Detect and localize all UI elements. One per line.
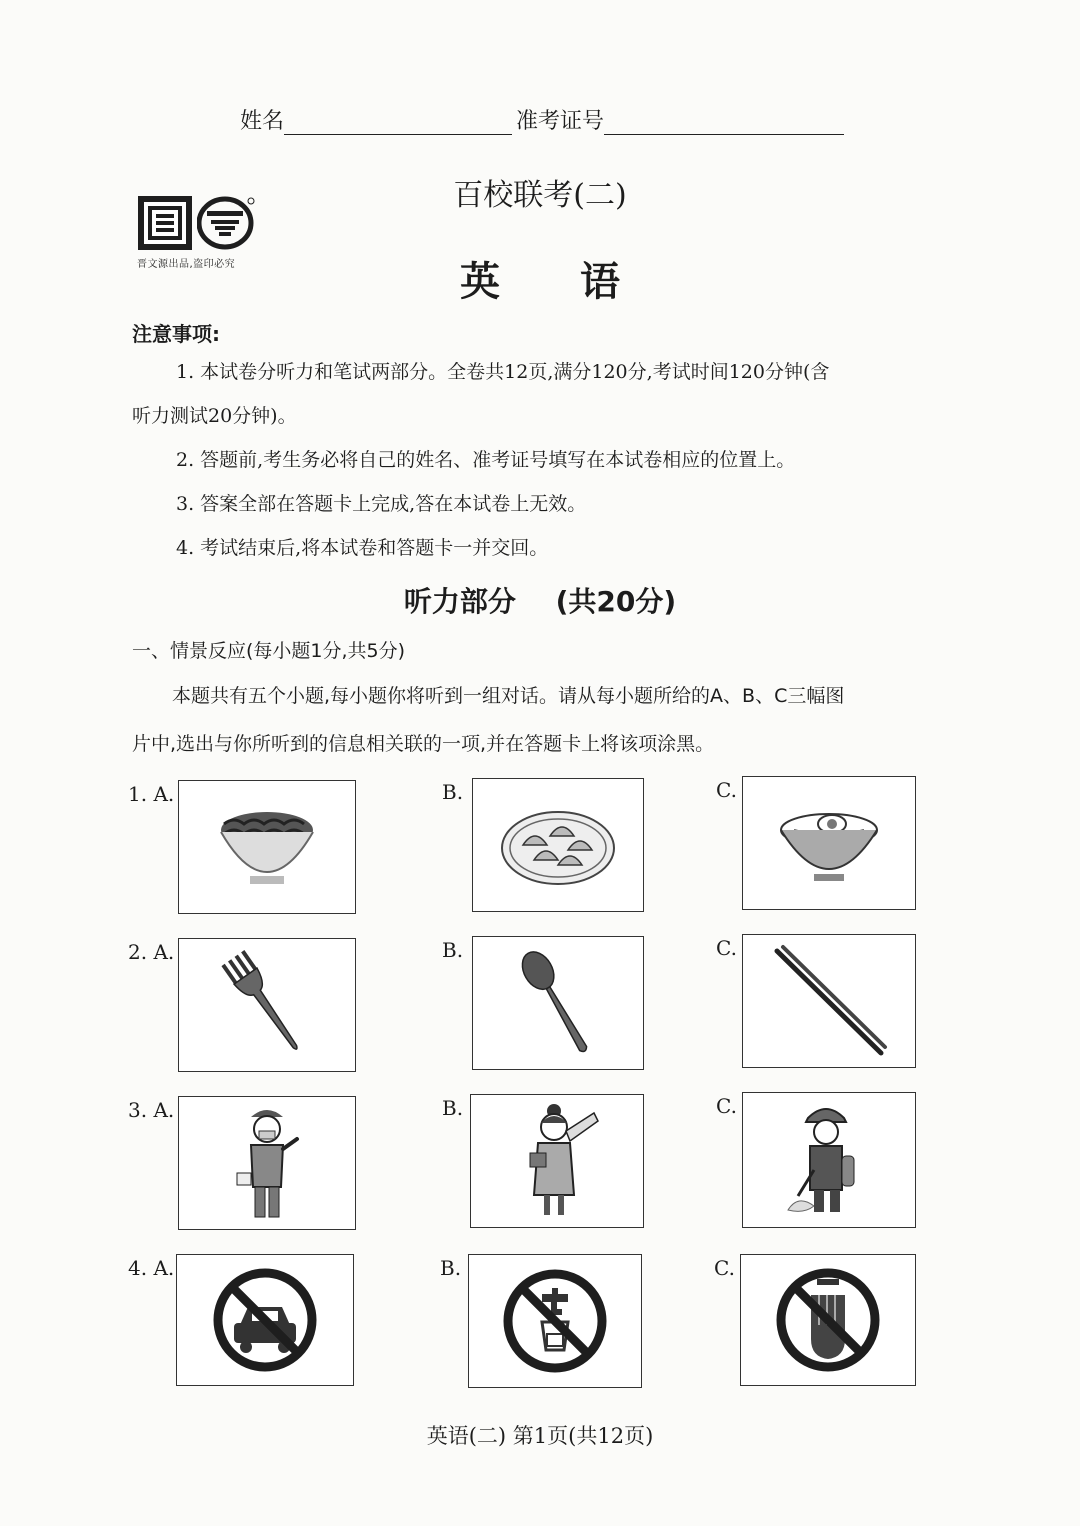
q4-a-label: 4. A. [128,1256,175,1280]
notice-list [132,350,952,570]
subject-title: 英语 [460,258,700,305]
exam-id-blank [604,110,844,135]
notice-item-3: 3. 答案全部在答题卡上完成,答在本试卷上无效。 [176,493,587,515]
q2-b-label: B. [442,938,464,962]
notice-item-1-cont: 听力测试20分钟)。 [132,405,297,427]
candidate-info-line [240,104,844,135]
page-footer: 英语(二) 第1页(共12页) [426,1424,654,1448]
q2-option-c[interactable] [742,934,916,1068]
fork-icon [212,945,322,1065]
firefighter-icon [784,1100,874,1220]
q1-c-label: C. [716,778,737,802]
part1-instructions [132,672,962,768]
q4-c-label: C. [714,1256,735,1280]
exam-title: 百校联考(二) [453,178,627,213]
part1-title: 一、情景反应(每小题1分,共5分) [132,640,406,662]
noodle-bowl-icon [774,798,884,888]
section-title-text: 听力部分 [403,585,516,618]
q3-option-b[interactable] [470,1094,644,1228]
publisher-caption: 晋文源出品,盗印必究 [137,259,236,270]
q3-c-label: C. [716,1094,737,1118]
q1-option-a[interactable] [178,780,356,914]
q1-option-c[interactable] [742,776,916,910]
notice-title: 注意事项: [132,322,220,346]
teacher-icon [512,1101,602,1221]
q1-option-b[interactable] [472,778,644,912]
notice-item-1: 1. 本试卷分听力和笔试两部分。全卷共12页,满分120分,考试时间120分钟(含 [176,361,830,383]
q3-option-a[interactable] [178,1096,356,1230]
instr-line-1: 本题共有五个小题,每小题你将听到一组对话。请从每小题所给的A、B、C三幅图 [172,685,845,707]
rice-bowl-icon [212,802,322,892]
no-car-icon [210,1265,320,1375]
q2-a-label: 2. A. [128,940,175,964]
no-water-icon [500,1266,610,1376]
q3-b-label: B. [442,1096,464,1120]
dumplings-plate-icon [498,800,618,890]
exam-id-label: 准考证号 [516,109,605,134]
q3-a-label: 3. A. [128,1098,175,1122]
q4-b-label: B. [440,1256,462,1280]
q2-option-a[interactable] [178,938,356,1072]
q4-option-b[interactable] [468,1254,642,1388]
section-score: (共20分) [555,585,677,618]
name-label: 姓名 [240,109,285,134]
listening-section-title [0,580,1080,620]
instr-line-2: 片中,选出与你所听到的信息相关联的一项,并在答题卡上将该项涂黑。 [132,733,715,755]
q4-option-c[interactable] [740,1254,916,1386]
q3-option-c[interactable] [742,1092,916,1228]
name-blank [284,110,512,135]
nurse-icon [227,1103,307,1223]
q2-option-b[interactable] [472,936,644,1070]
chopsticks-icon [769,941,889,1061]
q1-a-label: 1. A. [128,782,175,806]
spoon-icon [503,943,613,1063]
q1-b-label: B. [442,780,464,804]
notice-item-4: 4. 考试结束后,将本试卷和答题卡一并交回。 [176,537,549,559]
notice-item-2: 2. 答题前,考生务必将自己的姓名、准考证号填写在本试卷相应的位置上。 [176,449,796,471]
q2-c-label: C. [716,936,737,960]
no-touch-icon [773,1265,883,1375]
q4-option-a[interactable] [176,1254,354,1386]
